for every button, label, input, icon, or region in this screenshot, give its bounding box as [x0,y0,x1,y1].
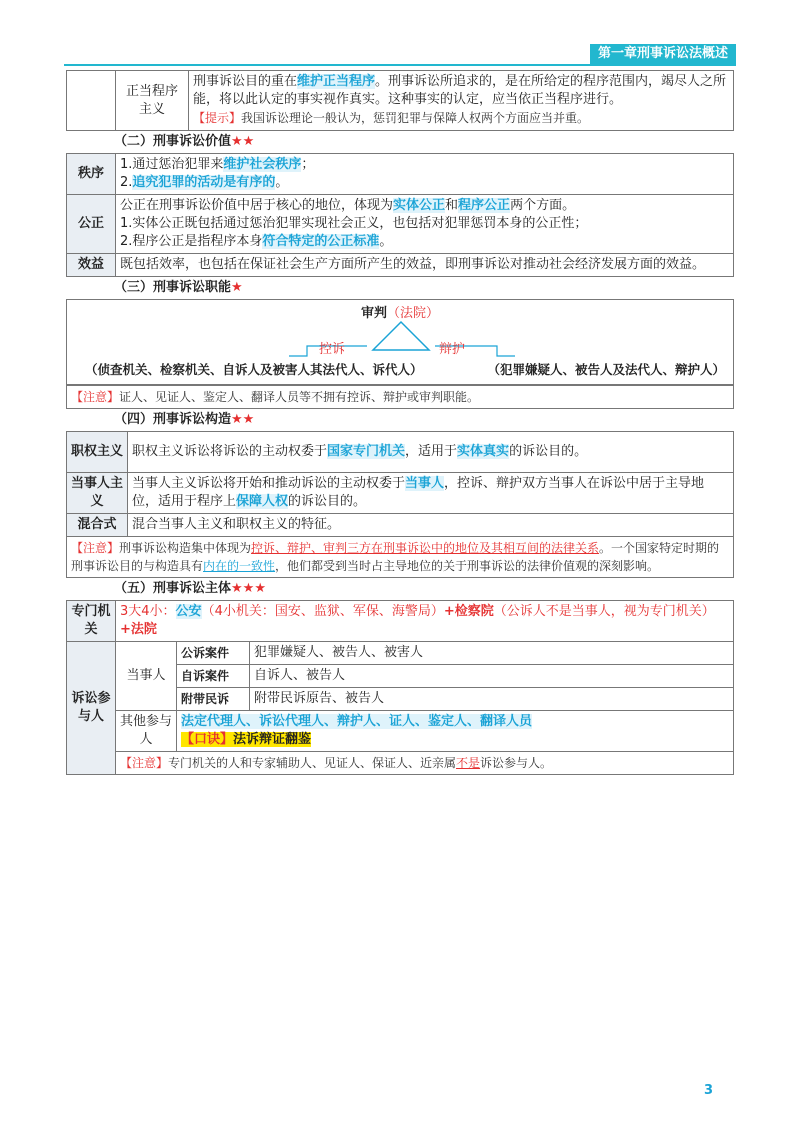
case-public: 公诉案件 [177,642,250,665]
subjects-note: 【注意】专门机关的人和专家辅助人、见证人、保证人、近亲属不是诉讼参与人。 [116,752,734,775]
order-label: 秩序 [67,154,116,195]
mixed-label: 混合式 [67,514,128,537]
defend-label: 辩护 [439,342,466,357]
prosecution-parties: （侦查机关、检察机关、自诉人及被害人其法代人、诉代人） [85,362,423,377]
judge-label: 审判（法院） [360,306,440,321]
inquisitorial-text: 职权主义诉讼将诉讼的主动权委于国家专门机关，适用于实体真实的诉讼目的。 [128,432,734,473]
case-private-value: 自诉人、被告人 [250,665,734,688]
subjects-table [66,600,734,775]
function-note: 【注意】证人、见证人、鉴定人、翻译人员等不拥有控诉、辩护或审判职能。 [66,385,734,409]
organ-text: 3大4小：公安（4小机关：国安、监狱、军保、海警局）+检察院（公诉人不是当事人，视为专门机关）+法院 [116,601,734,642]
participant-label: 诉讼参与人 [67,642,116,775]
case-public-value: 犯罪嫌疑人、被告人、被害人 [250,642,734,665]
section-title-function: （三）刑事诉讼职能★ [114,280,243,295]
structure-table [66,431,734,578]
case-civil-value: 附带民诉原告、被告人 [250,688,734,711]
prosecute-label: 控诉 [319,342,346,357]
due-process-label: 正当程序主义 [116,71,189,131]
due-process-text: 刑事诉讼目的重在维护正当程序。刑事诉讼所追求的，是在所给定的程序范围内，竭尽人之所能，将以此认定的事实视作真实。这种事实的认定，应当依正当程序进行。 【提示】我国诉讼理论一般认为，惩罚犯罪与保障人权两个方面应当并重。 [189,71,734,131]
section-title-structure: （四）刑事诉讼构造★★ [114,412,255,427]
chapter-header: 第一章刑事诉讼法概述 [590,44,736,64]
mixed-text: 混合当事人主义和职权主义的特征。 [128,514,734,537]
justice-label: 公正 [67,195,116,254]
case-civil: 附带民诉 [177,688,250,711]
inquisitorial-label: 职权主义 [67,432,128,473]
adversarial-label: 当事人主义 [67,473,128,514]
organ-label: 专门机关 [67,601,116,642]
efficiency-label: 效益 [67,254,116,277]
efficiency-text: 既包括效率，也包括在保证社会生产方面所产生的效益，即刑事诉讼对推动社会经济发展方面的效益。 [116,254,734,277]
page-content [66,70,734,775]
defense-parties: （犯罪嫌疑人、被告人及法代人、辩护人） [487,362,725,377]
structure-note: 【注意】刑事诉讼构造集中体现为控诉、辩护、审判三方在刑事诉讼中的地位及其相互间的法律关系。一个国家特定时期的刑事诉讼目的与构造具有内在的一致性，他们都受到当时占主导地位的关于刑事诉讼的法律价值观的深刻影响。 [67,537,734,578]
header-divider [64,64,736,66]
due-process-table [66,70,734,131]
tip-note: 【提示】我国诉讼理论一般认为，惩罚犯罪与保障人权两个方面应当并重。 [193,111,590,125]
order-text: 1.通过惩治犯罪来维护社会秩序； 2.追究犯罪的活动是有序的。 [116,154,734,195]
triangle-shape [373,322,429,350]
function-diagram [66,299,734,385]
page-number: 3 [704,1083,714,1098]
other-participant-label: 其他参与人 [116,711,177,752]
other-participant-value: 法定代理人、诉讼代理人、辩护人、证人、鉴定人、翻译人员 【口诀】法诉辩证翻鉴 [177,711,734,752]
value-table [66,153,734,277]
section-title-value: （二）刑事诉讼价值★★ [114,134,255,149]
justice-text: 公正在刑事诉讼价值中居于核心的地位，体现为实体公正和程序公正两个方面。 1.实体公正既包括通过惩治犯罪实现社会正义，也包括对犯罪惩罚本身的公正性； 2.程序公正是指程序本身符合特定的公正标准。 [116,195,734,254]
adversarial-text: 当事人主义诉讼将开始和推动诉讼的主动权委于当事人，控诉、辩护双方当事人在诉讼中居于主导地位，适用于程序上保障人权的诉讼目的。 [128,473,734,514]
section-title-subjects: （五）刑事诉讼主体★★★ [114,581,266,596]
case-private: 自诉案件 [177,665,250,688]
party-label: 当事人 [116,642,177,711]
